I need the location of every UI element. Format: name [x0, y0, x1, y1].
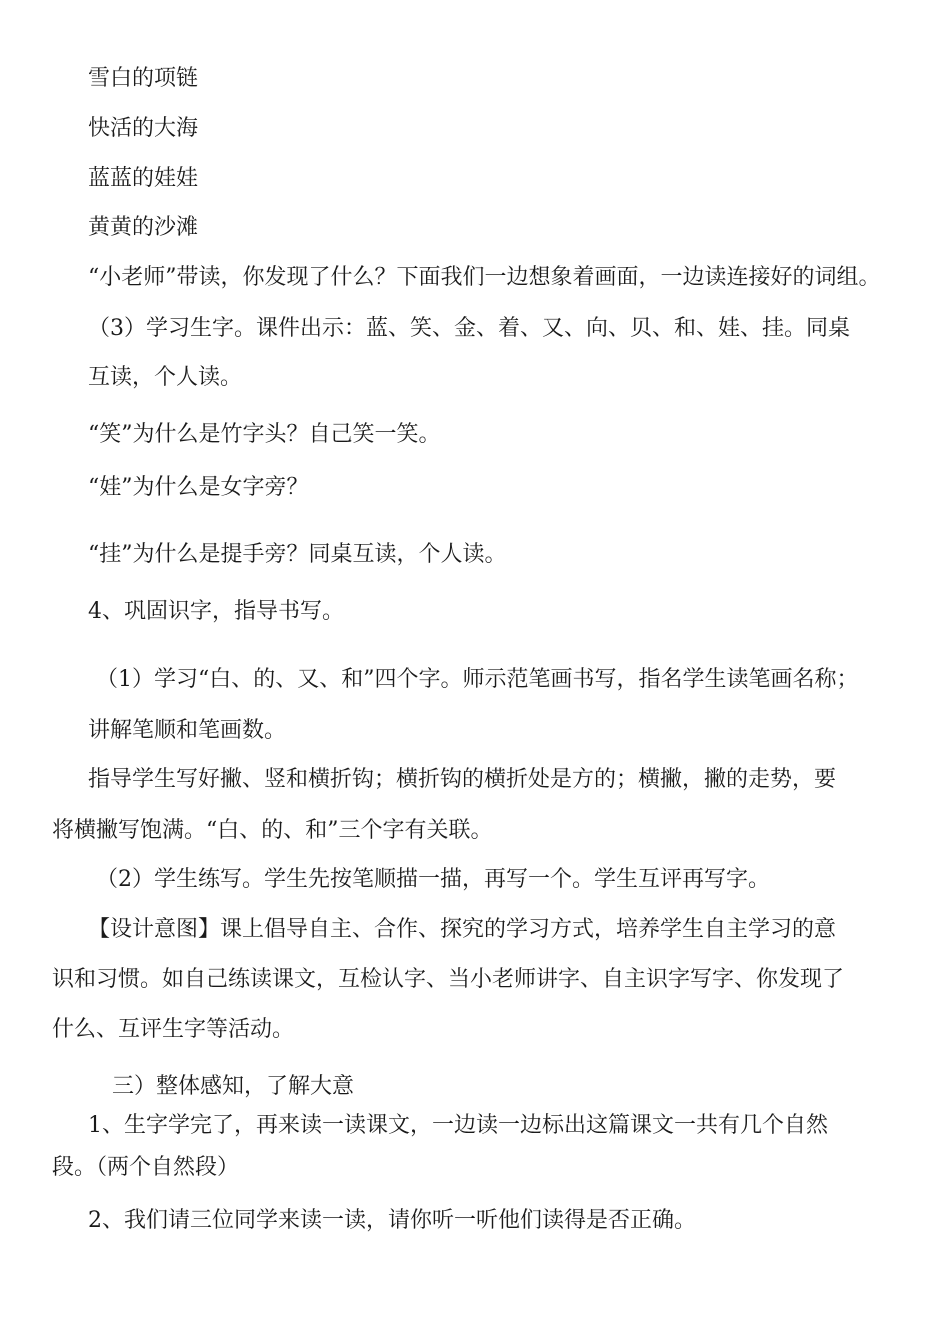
phrase-line: 快活的大海 [88, 116, 199, 141]
paragraph-line: 讲解笔顺和笔画数。 [88, 718, 287, 743]
paragraph-line: （1）学习“白、的、又、和”四个字。师示范笔画书写，指名学生读笔画名称； [96, 667, 859, 692]
paragraph-line: “娃”为什么是女字旁？ [88, 475, 309, 500]
paragraph-line: “小老师”带读，你发现了什么？下面我们一边想象着画面，一边读连接好的词组。 [88, 265, 881, 290]
design-intent-line: 识和习惯。如自己练读课文，互检认字、当小老师讲字、自主识字写字、你发现了 [52, 967, 845, 992]
phrase-line: 黄黄的沙滩 [88, 215, 199, 240]
paragraph-line: 指导学生写好撇、竖和横折钩；横折钩的横折处是方的；横撇，撇的走势，要 [88, 767, 837, 792]
phrase-line: 蓝蓝的娃娃 [88, 166, 199, 191]
paragraph-line: 段。（两个自然段） [52, 1155, 240, 1180]
paragraph-line: （2）学生练写。学生先按笔顺描一描，再写一个。学生互评再写字。 [96, 867, 770, 892]
paragraph-line: 1、生字学完了，再来读一读课文，一边读一边标出这篇课文一共有几个自然 [88, 1113, 828, 1138]
section-heading: 三）整体感知，了解大意 [112, 1074, 355, 1099]
section-heading: 4、巩固识字，指导书写。 [88, 599, 344, 624]
paragraph-line: 互读，个人读。 [88, 365, 243, 390]
design-intent-line: 【设计意图】课上倡导自主、合作、探究的学习方式，培养学生自主学习的意 [88, 917, 837, 942]
paragraph-line: （3）学习生字。课件出示：蓝、笑、金、着、又、向、贝、和、娃、挂。同桌 [88, 316, 850, 341]
design-intent-line: 什么、互评生字等活动。 [52, 1017, 295, 1042]
phrase-line: 雪白的项链 [88, 66, 199, 91]
paragraph-line: 将横撇写饱满。“白、的、和”三个字有关联。 [52, 818, 493, 843]
paragraph-line: “笑”为什么是竹字头？自己笑一笑。 [88, 422, 441, 447]
paragraph-line: 2、我们请三位同学来读一读，请你听一听他们读得是否正确。 [88, 1208, 696, 1233]
paragraph-line: “挂”为什么是提手旁？同桌互读，个人读。 [88, 542, 507, 567]
